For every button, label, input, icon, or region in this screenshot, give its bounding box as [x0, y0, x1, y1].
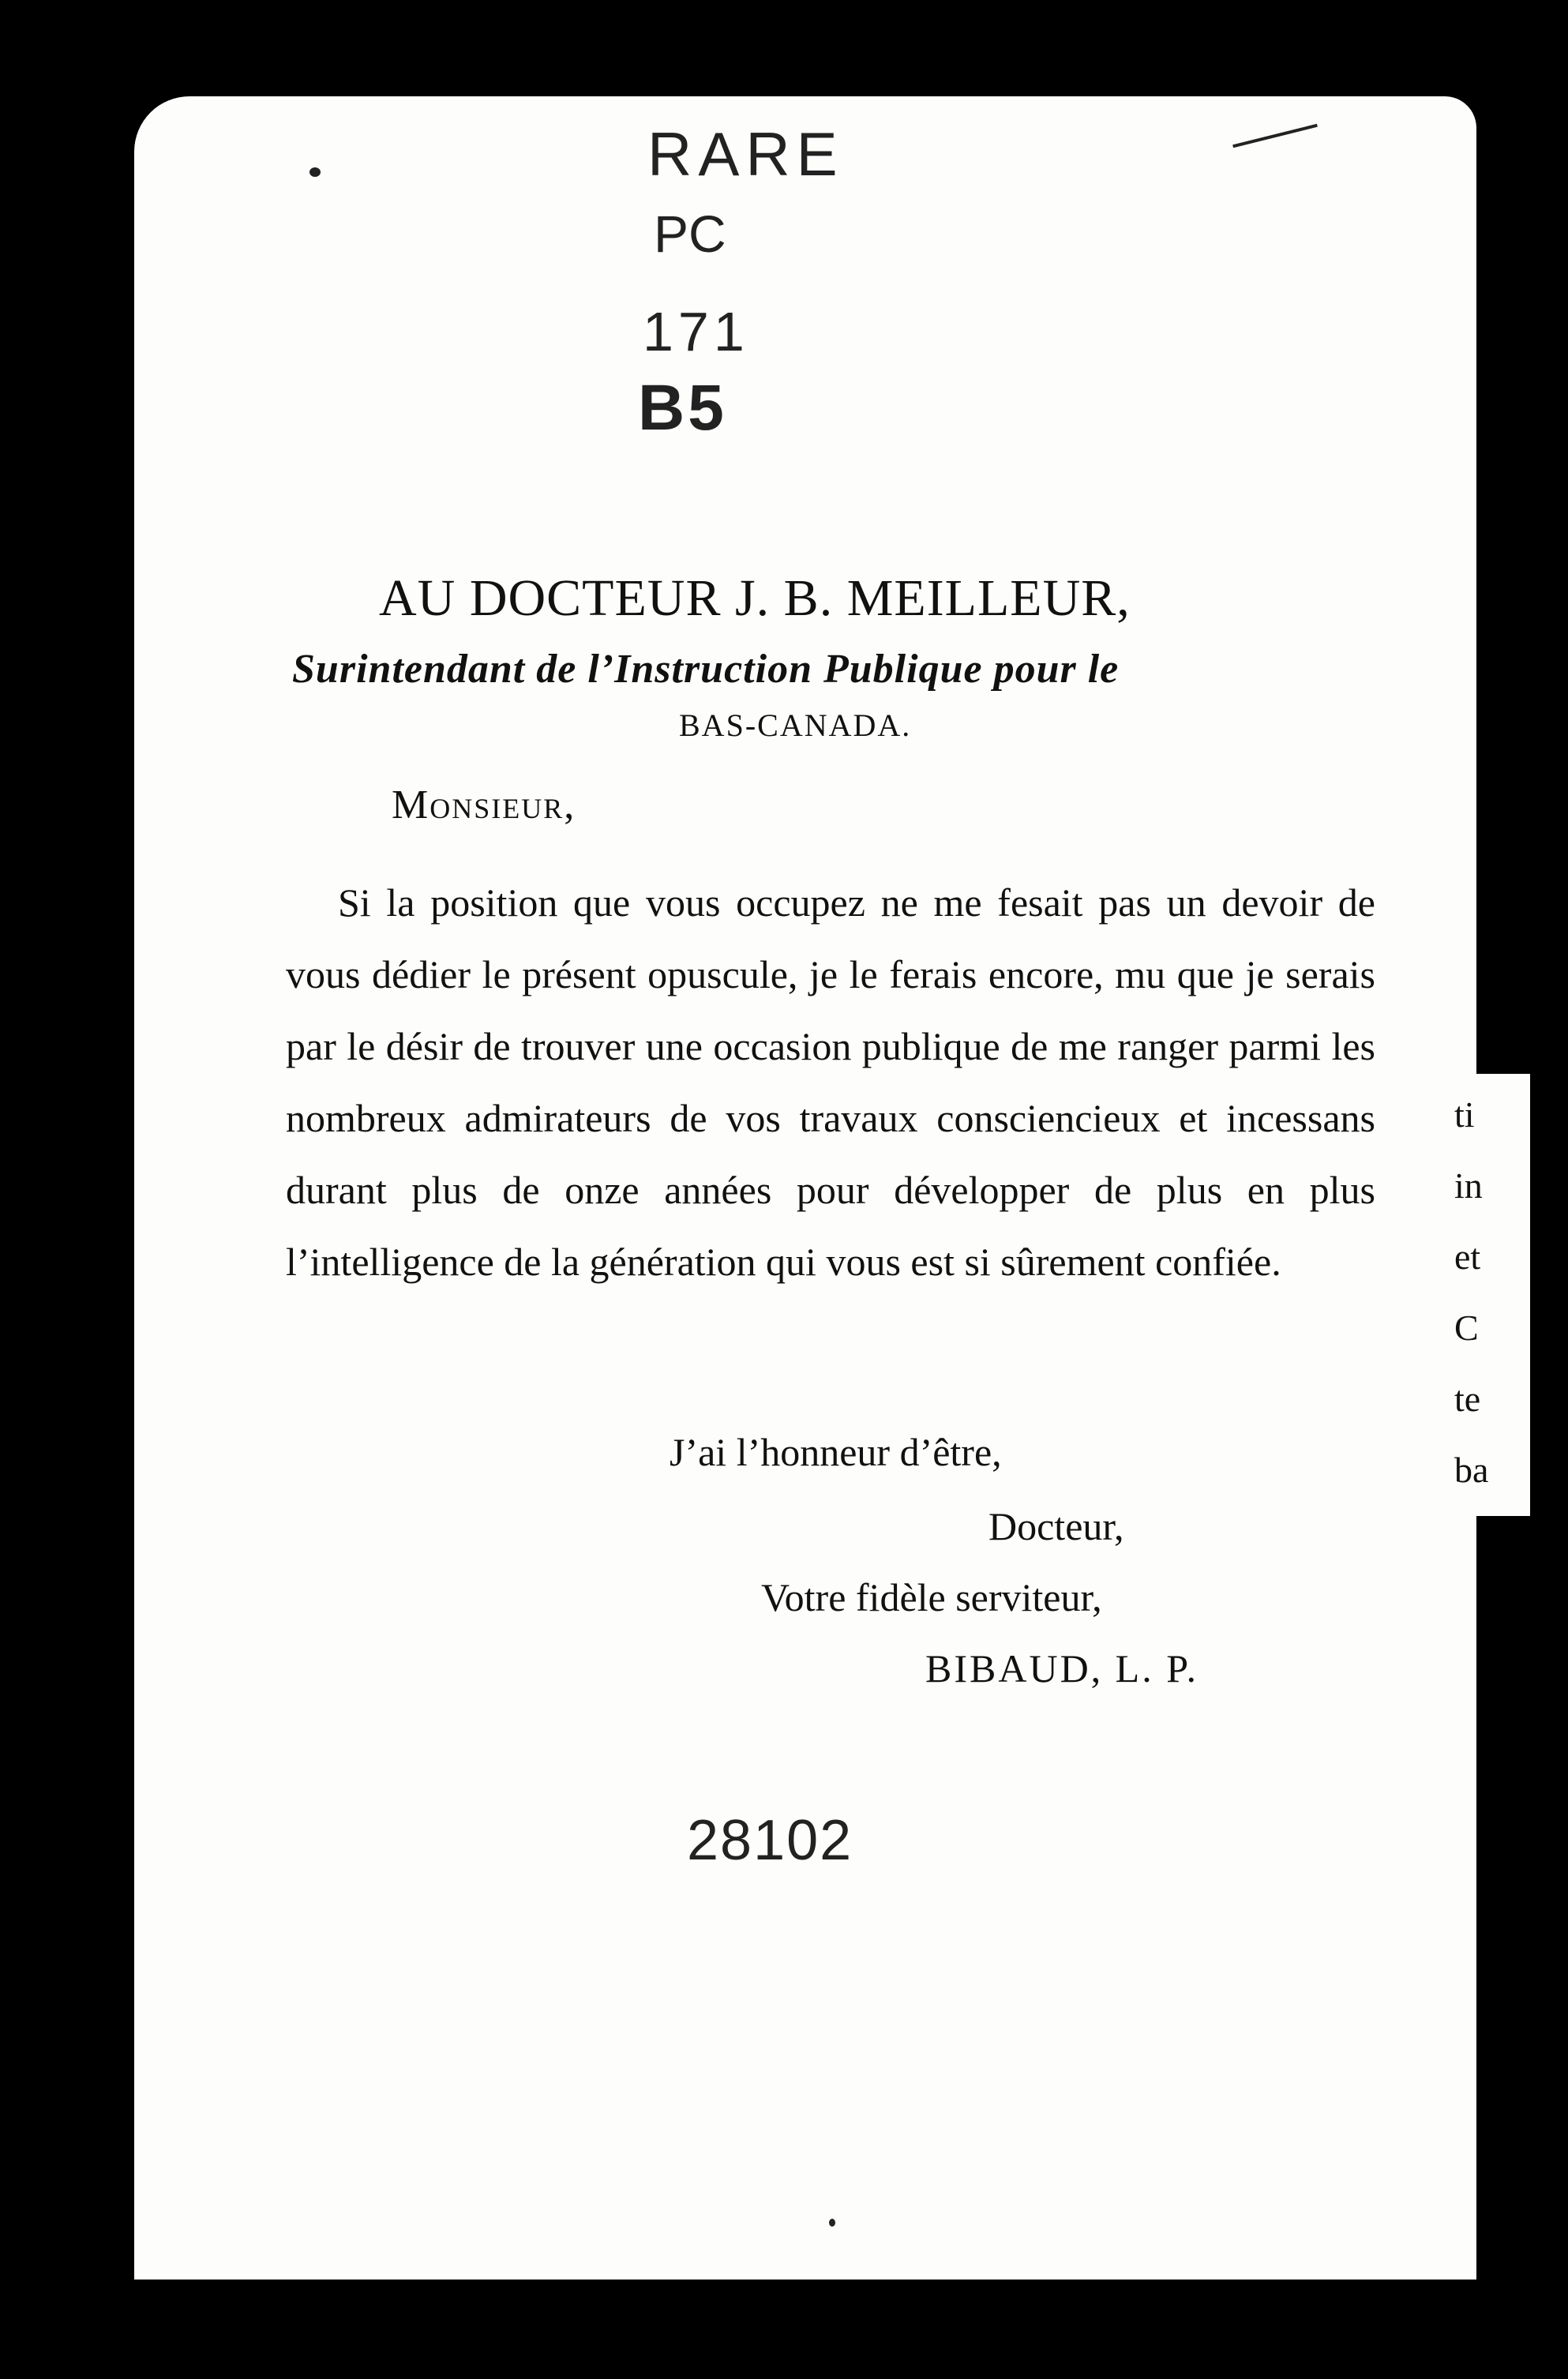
- scan-speck: [829, 2219, 835, 2227]
- dedication-subtitle: Surintendant de l’Instruction Publique pour le: [292, 647, 1120, 692]
- dedication-title: AU DOCTEUR J. B. MEILLEUR,: [379, 569, 1131, 627]
- facing-page-fragment: C: [1454, 1308, 1479, 1348]
- scan-speck: [309, 167, 321, 177]
- letter-body: Si la position que vous occupez ne me fesait pas un devoir de vous dédier le présent opuscule, je le ferais encore, mu que je serais par le désir de trouver une occasion publique de me ranger parmi les nombreux admirateurs de vos travaux consciencieux et incessans durant plus de onze années pour développer de plus en plus l’intelligence de la génération qui vous est si sûrement confiée.: [286, 880, 1375, 1284]
- shelf-mark-rare: RARE: [647, 119, 844, 189]
- facing-page-fragment: in: [1454, 1165, 1483, 1206]
- salutation: Monsieur,: [392, 782, 576, 827]
- shelf-mark-class: PC: [654, 205, 726, 263]
- facing-page-fragment: te: [1454, 1379, 1481, 1419]
- closing-honour: J’ai l’honneur d’être,: [670, 1430, 1002, 1474]
- facing-page-fragment: ti: [1454, 1094, 1475, 1135]
- dedication-region: BAS-CANADA.: [679, 707, 912, 743]
- closing-address: Docteur,: [988, 1504, 1124, 1548]
- shelf-mark-number: 171: [643, 301, 749, 362]
- closing-servant: Votre fidèle serviteur,: [761, 1575, 1102, 1619]
- signature: BIBAUD, L. P.: [925, 1646, 1199, 1690]
- shelf-mark-cutter: B5: [638, 372, 727, 444]
- catalog-number: 28102: [687, 1809, 853, 1872]
- facing-page-fragment: ba: [1454, 1450, 1489, 1490]
- facing-page-fragment: et: [1454, 1236, 1481, 1277]
